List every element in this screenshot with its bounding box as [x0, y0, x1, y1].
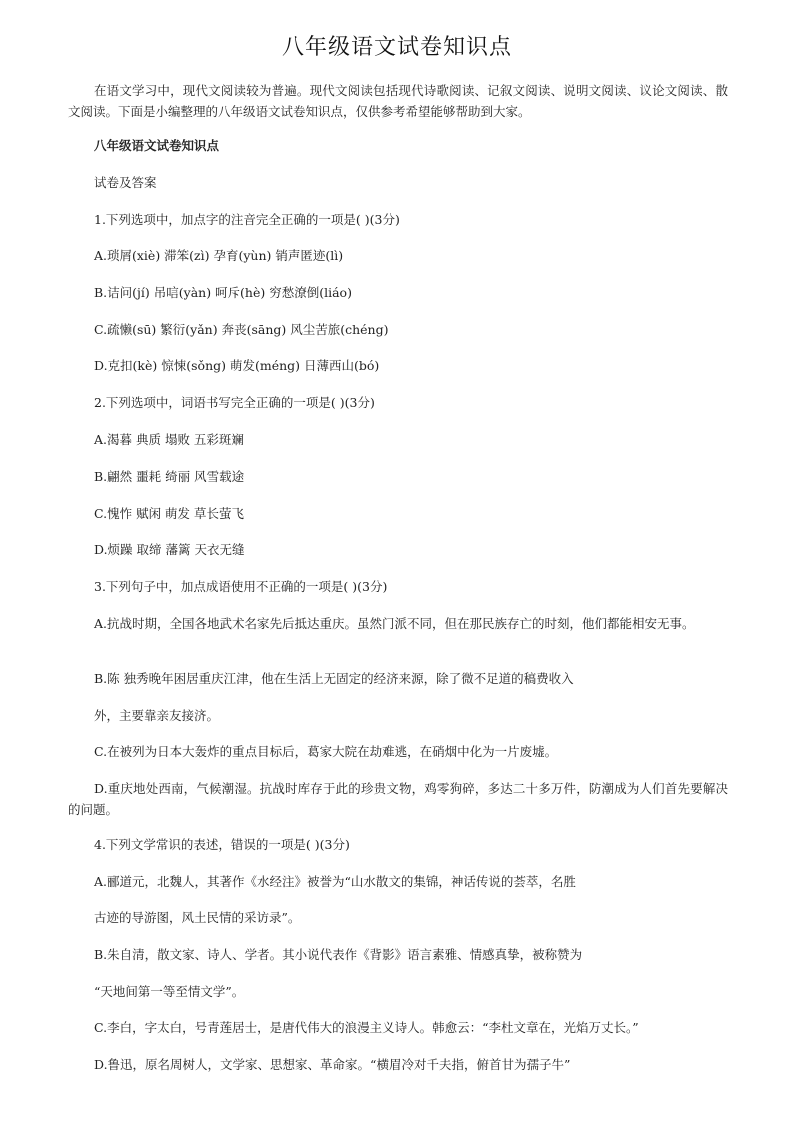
q1-option-b: B.诘问(jí) 吊唁(yàn) 呵斥(hè) 穷愁潦倒(liáo)	[94, 285, 352, 300]
q4-option-a-line2: 古迹的导游图，风土民情的采访录”。	[94, 910, 301, 925]
q1-option-d: D.克扣(kè) 惊悚(sǒng) 萌发(méng) 日薄西山(bó)	[94, 358, 380, 373]
q3-option-b-line2: 外，主要靠亲友接济。	[94, 708, 220, 723]
subheading: 试卷及答案	[94, 175, 157, 190]
section-heading: 八年级语文试卷知识点	[94, 138, 220, 153]
q3-option-d: D.重庆地处西南，气候潮湿。抗战时库存于此的珍贵文物，鸡零狗碎，多达二十多万件，防潮成为人们首先要解决的问题。	[68, 781, 728, 817]
q4-option-b-line2: “天地间第一等至情文学”。	[94, 984, 245, 999]
q1-stem: 1.下列选项中，加点字的注音完全正确的一项是( )(3分)	[94, 212, 400, 227]
q4-option-a-line1: A.郦道元，北魏人，其著作《水经注》被誉为“山水散文的集锦，神话传说的荟萃，名胜	[94, 874, 576, 889]
q2-option-a: A.渴暮 典质 塌败 五彩斑斓	[94, 432, 244, 447]
q4-option-c: C.李白，字太白，号青莲居士，是唐代伟大的浪漫主义诗人。韩愈云：“李杜文章在，光焰万丈长。”	[94, 1020, 639, 1035]
q2-option-c: C.愧怍 赋闲 萌发 草长萤飞	[94, 506, 245, 521]
page-title: 八年级语文试卷知识点	[281, 35, 512, 60]
q3-option-b-line1: B.陈 独秀晚年困居重庆江津，他在生活上无固定的经济来源，除了微不足道的稿费收入	[94, 671, 574, 686]
q3-option-c: C.在被列为日本大轰炸的重点目标后，葛家大院在劫难逃，在硝烟中化为一片废墟。	[94, 744, 558, 759]
q3-option-a: A.抗战时期，全国各地武术名家先后抵达重庆。虽然门派不同，但在那民族存亡的时刻，他们都能相安无事。	[94, 616, 695, 631]
q4-option-d: D.鲁迅，原名周树人，文学家、思想家、革命家。“横眉冷对千夫指，俯首甘为孺子牛”	[94, 1057, 571, 1072]
q4-option-b-line1: B.朱自清，散文家、诗人、学者。其小说代表作《背影》语言素雅、情感真挚，被称赞为	[94, 947, 583, 962]
q2-stem: 2.下列选项中，词语书写完全正确的一项是( )(3分)	[94, 395, 375, 410]
intro-paragraph: 在语文学习中，现代文阅读较为普遍。现代文阅读包括现代诗歌阅读、记叙文阅读、说明文阅读、议论文阅读、散文阅读。下面是小编整理的八年级语文试卷知识点，仅供参考希望能够帮助到大家。	[68, 83, 728, 119]
q3-stem: 3.下列句子中，加点成语使用不正确的一项是( )(3分)	[94, 579, 388, 594]
q1-option-a: A.琐屑(xiè) 滞笨(zì) 孕育(yùn) 销声匿迹(lì)	[94, 248, 344, 263]
q4-stem: 4.下列文学常识的表述，错误的一项是( )(3分)	[94, 837, 350, 852]
q2-option-d: D.烦躁 取缔 藩篱 天衣无缝	[94, 542, 245, 557]
q2-option-b: B.翩然 噩耗 绮丽 风雪载途	[94, 469, 245, 484]
q1-option-c: C.疏懒(sū) 繁衍(yǎn) 奔丧(sāng) 风尘苦旅(chéng)	[94, 322, 389, 337]
